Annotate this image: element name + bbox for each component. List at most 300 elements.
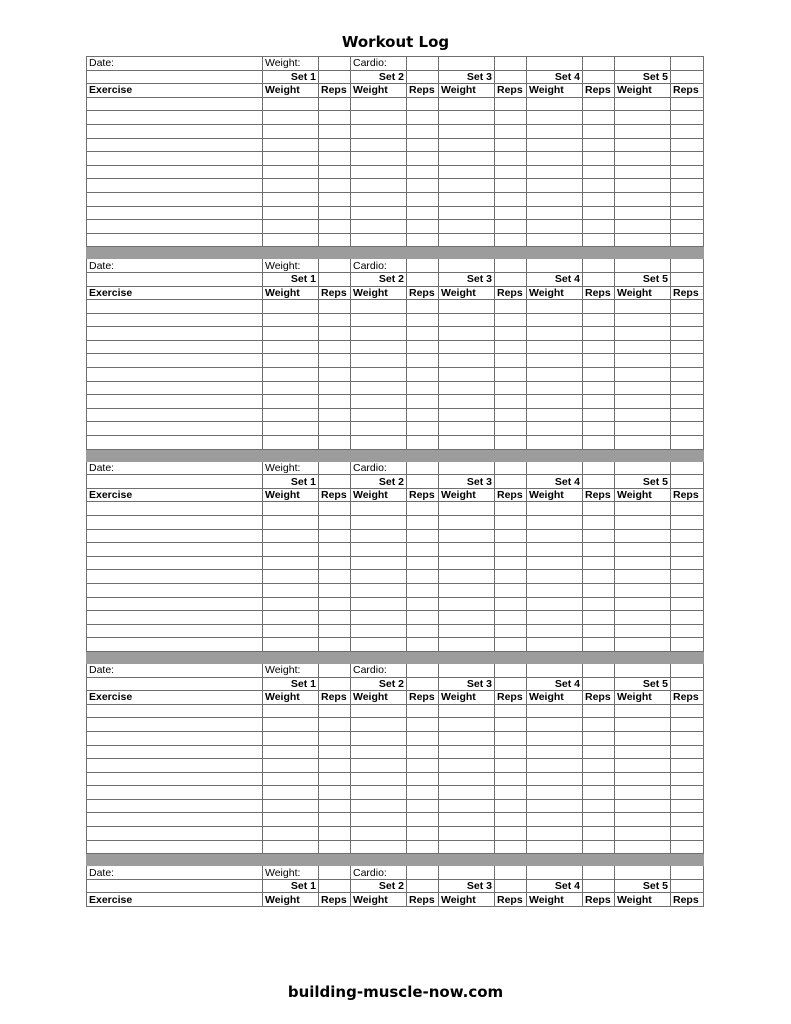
exercise-cell[interactable] [87,300,263,314]
exercise-cell[interactable] [87,354,263,368]
weight-cell[interactable] [263,827,319,841]
reps-cell[interactable] [671,799,704,813]
reps-cell[interactable] [319,97,351,111]
reps-cell[interactable] [319,840,351,854]
exercise-cell[interactable] [87,611,263,625]
reps-cell[interactable] [407,827,439,841]
reps-cell[interactable] [583,556,615,570]
reps-cell[interactable] [319,313,351,327]
weight-cell[interactable] [615,718,671,732]
reps-cell[interactable] [671,206,704,220]
exercise-cell[interactable] [87,556,263,570]
weight-cell[interactable] [439,97,495,111]
reps-cell[interactable] [583,124,615,138]
weight-cell[interactable] [351,745,407,759]
reps-cell[interactable] [319,583,351,597]
reps-cell[interactable] [319,111,351,125]
exercise-cell[interactable] [87,840,263,854]
reps-cell[interactable] [495,220,527,234]
weight-cell[interactable] [351,624,407,638]
weight-cell[interactable] [263,206,319,220]
weight-cell[interactable] [527,422,583,436]
weight-cell[interactable] [439,745,495,759]
weight-cell[interactable] [527,638,583,652]
weight-cell[interactable] [351,408,407,422]
reps-cell[interactable] [583,624,615,638]
reps-cell[interactable] [671,556,704,570]
reps-cell[interactable] [671,516,704,530]
reps-cell[interactable] [671,583,704,597]
reps-cell[interactable] [495,300,527,314]
exercise-cell[interactable] [87,327,263,341]
reps-cell[interactable] [583,718,615,732]
weight-cell[interactable] [615,583,671,597]
reps-cell[interactable] [407,772,439,786]
exercise-cell[interactable] [87,206,263,220]
reps-cell[interactable] [671,165,704,179]
weight-cell[interactable] [439,570,495,584]
reps-cell[interactable] [407,502,439,516]
weight-cell[interactable] [615,192,671,206]
weight-cell[interactable] [615,799,671,813]
reps-cell[interactable] [671,97,704,111]
reps-cell[interactable] [407,638,439,652]
reps-cell[interactable] [583,422,615,436]
weight-cell[interactable] [527,327,583,341]
weight-cell[interactable] [351,597,407,611]
reps-cell[interactable] [671,731,704,745]
reps-cell[interactable] [495,813,527,827]
weight-cell[interactable] [439,381,495,395]
weight-cell[interactable] [527,731,583,745]
weight-cell[interactable] [439,340,495,354]
weight-cell[interactable] [615,111,671,125]
reps-cell[interactable] [671,840,704,854]
weight-cell[interactable] [439,611,495,625]
weight-cell[interactable] [527,516,583,530]
reps-cell[interactable] [495,138,527,152]
weight-cell[interactable] [439,583,495,597]
reps-cell[interactable] [495,395,527,409]
exercise-cell[interactable] [87,97,263,111]
reps-cell[interactable] [319,381,351,395]
reps-cell[interactable] [671,124,704,138]
weight-cell[interactable] [527,300,583,314]
date-label[interactable]: Date: [87,866,263,880]
cardio-label[interactable]: Cardio: [351,259,407,273]
reps-cell[interactable] [319,354,351,368]
reps-cell[interactable] [583,220,615,234]
weight-cell[interactable] [439,718,495,732]
weight-cell[interactable] [615,556,671,570]
reps-cell[interactable] [583,192,615,206]
reps-cell[interactable] [407,611,439,625]
weight-cell[interactable] [439,233,495,247]
weight-cell[interactable] [351,179,407,193]
reps-cell[interactable] [495,381,527,395]
weight-cell[interactable] [263,422,319,436]
reps-cell[interactable] [319,152,351,166]
weight-cell[interactable] [263,111,319,125]
reps-cell[interactable] [583,165,615,179]
weight-value-cell[interactable] [319,259,351,273]
weight-cell[interactable] [351,759,407,773]
weight-cell[interactable] [351,327,407,341]
exercise-cell[interactable] [87,570,263,584]
reps-cell[interactable] [407,206,439,220]
exercise-cell[interactable] [87,597,263,611]
weight-value-cell[interactable] [319,461,351,475]
weight-cell[interactable] [351,840,407,854]
weight-cell[interactable] [263,731,319,745]
weight-cell[interactable] [263,813,319,827]
reps-cell[interactable] [319,597,351,611]
reps-cell[interactable] [671,624,704,638]
reps-cell[interactable] [671,313,704,327]
reps-cell[interactable] [583,179,615,193]
weight-cell[interactable] [351,395,407,409]
weight-cell[interactable] [615,381,671,395]
weight-cell[interactable] [527,368,583,382]
weight-cell[interactable] [263,313,319,327]
weight-cell[interactable] [615,638,671,652]
weight-cell[interactable] [615,165,671,179]
weight-cell[interactable] [527,179,583,193]
weight-cell[interactable] [615,179,671,193]
reps-cell[interactable] [319,436,351,450]
reps-cell[interactable] [495,165,527,179]
weight-cell[interactable] [439,152,495,166]
weight-cell[interactable] [527,436,583,450]
reps-cell[interactable] [407,395,439,409]
weight-cell[interactable] [439,436,495,450]
weight-cell[interactable] [439,354,495,368]
weight-cell[interactable] [527,233,583,247]
weight-cell[interactable] [351,138,407,152]
reps-cell[interactable] [671,570,704,584]
weight-cell[interactable] [615,786,671,800]
exercise-cell[interactable] [87,543,263,557]
weight-cell[interactable] [439,502,495,516]
reps-cell[interactable] [319,786,351,800]
reps-cell[interactable] [495,597,527,611]
exercise-cell[interactable] [87,516,263,530]
reps-cell[interactable] [407,300,439,314]
weight-cell[interactable] [439,597,495,611]
weight-cell[interactable] [527,206,583,220]
weight-cell[interactable] [615,611,671,625]
weight-cell[interactable] [351,165,407,179]
reps-cell[interactable] [319,179,351,193]
reps-cell[interactable] [407,731,439,745]
exercise-cell[interactable] [87,192,263,206]
weight-cell[interactable] [439,813,495,827]
weight-cell[interactable] [615,731,671,745]
weight-cell[interactable] [351,799,407,813]
reps-cell[interactable] [495,179,527,193]
reps-cell[interactable] [319,813,351,827]
reps-cell[interactable] [671,340,704,354]
weight-cell[interactable] [439,840,495,854]
reps-cell[interactable] [319,827,351,841]
reps-cell[interactable] [671,827,704,841]
weight-cell[interactable] [263,124,319,138]
reps-cell[interactable] [671,138,704,152]
weight-cell[interactable] [615,516,671,530]
reps-cell[interactable] [583,638,615,652]
reps-cell[interactable] [495,543,527,557]
reps-cell[interactable] [407,124,439,138]
reps-cell[interactable] [583,327,615,341]
weight-cell[interactable] [351,381,407,395]
date-label[interactable]: Date: [87,663,263,677]
weight-cell[interactable] [527,556,583,570]
cardio-label[interactable]: Cardio: [351,663,407,677]
reps-cell[interactable] [495,556,527,570]
weight-cell[interactable] [527,165,583,179]
cardio-label[interactable]: Cardio: [351,461,407,475]
weight-cell[interactable] [439,220,495,234]
weight-cell[interactable] [439,543,495,557]
reps-cell[interactable] [583,772,615,786]
exercise-cell[interactable] [87,138,263,152]
reps-cell[interactable] [583,529,615,543]
weight-cell[interactable] [527,570,583,584]
reps-cell[interactable] [583,436,615,450]
weight-cell[interactable] [615,840,671,854]
weight-cell[interactable] [263,840,319,854]
reps-cell[interactable] [583,313,615,327]
exercise-cell[interactable] [87,745,263,759]
reps-cell[interactable] [495,233,527,247]
weight-cell[interactable] [263,759,319,773]
weight-cell[interactable] [439,165,495,179]
reps-cell[interactable] [407,529,439,543]
weight-cell[interactable] [615,220,671,234]
reps-cell[interactable] [319,556,351,570]
weight-cell[interactable] [439,179,495,193]
weight-cell[interactable] [615,570,671,584]
weight-cell[interactable] [615,138,671,152]
reps-cell[interactable] [495,422,527,436]
weight-cell[interactable] [263,436,319,450]
weight-cell[interactable] [439,111,495,125]
reps-cell[interactable] [319,704,351,718]
weight-label[interactable]: Weight: [263,57,319,71]
weight-cell[interactable] [351,516,407,530]
reps-cell[interactable] [407,556,439,570]
weight-cell[interactable] [527,111,583,125]
reps-cell[interactable] [319,124,351,138]
weight-cell[interactable] [615,313,671,327]
weight-cell[interactable] [351,97,407,111]
date-label[interactable]: Date: [87,461,263,475]
exercise-cell[interactable] [87,731,263,745]
reps-cell[interactable] [495,502,527,516]
weight-cell[interactable] [615,206,671,220]
weight-value-cell[interactable] [319,663,351,677]
weight-cell[interactable] [263,704,319,718]
reps-cell[interactable] [407,543,439,557]
reps-cell[interactable] [671,813,704,827]
weight-cell[interactable] [263,97,319,111]
exercise-cell[interactable] [87,718,263,732]
weight-cell[interactable] [527,718,583,732]
exercise-cell[interactable] [87,813,263,827]
reps-cell[interactable] [319,570,351,584]
reps-cell[interactable] [671,422,704,436]
weight-cell[interactable] [263,192,319,206]
reps-cell[interactable] [671,502,704,516]
reps-cell[interactable] [495,313,527,327]
weight-cell[interactable] [527,583,583,597]
reps-cell[interactable] [495,124,527,138]
reps-cell[interactable] [671,368,704,382]
weight-cell[interactable] [615,354,671,368]
exercise-cell[interactable] [87,786,263,800]
reps-cell[interactable] [583,300,615,314]
reps-cell[interactable] [583,97,615,111]
reps-cell[interactable] [583,354,615,368]
weight-cell[interactable] [527,502,583,516]
reps-cell[interactable] [407,422,439,436]
weight-cell[interactable] [263,354,319,368]
weight-cell[interactable] [527,611,583,625]
weight-cell[interactable] [527,381,583,395]
reps-cell[interactable] [671,745,704,759]
weight-cell[interactable] [263,799,319,813]
weight-cell[interactable] [263,745,319,759]
exercise-cell[interactable] [87,111,263,125]
reps-cell[interactable] [319,327,351,341]
weight-cell[interactable] [615,704,671,718]
weight-cell[interactable] [263,624,319,638]
weight-cell[interactable] [615,597,671,611]
weight-cell[interactable] [351,422,407,436]
reps-cell[interactable] [407,381,439,395]
weight-cell[interactable] [439,422,495,436]
reps-cell[interactable] [495,786,527,800]
reps-cell[interactable] [319,731,351,745]
reps-cell[interactable] [407,570,439,584]
reps-cell[interactable] [671,179,704,193]
weight-cell[interactable] [527,543,583,557]
reps-cell[interactable] [671,220,704,234]
weight-cell[interactable] [527,340,583,354]
reps-cell[interactable] [319,233,351,247]
reps-cell[interactable] [319,718,351,732]
exercise-cell[interactable] [87,233,263,247]
reps-cell[interactable] [319,624,351,638]
reps-cell[interactable] [583,340,615,354]
weight-cell[interactable] [439,313,495,327]
reps-cell[interactable] [671,192,704,206]
weight-cell[interactable] [351,152,407,166]
weight-cell[interactable] [615,395,671,409]
weight-cell[interactable] [263,718,319,732]
reps-cell[interactable] [319,192,351,206]
weight-cell[interactable] [527,395,583,409]
weight-cell[interactable] [351,813,407,827]
reps-cell[interactable] [495,759,527,773]
weight-cell[interactable] [351,786,407,800]
reps-cell[interactable] [495,327,527,341]
weight-cell[interactable] [527,97,583,111]
weight-cell[interactable] [351,583,407,597]
reps-cell[interactable] [495,772,527,786]
weight-cell[interactable] [263,529,319,543]
exercise-cell[interactable] [87,704,263,718]
reps-cell[interactable] [407,165,439,179]
weight-cell[interactable] [527,529,583,543]
reps-cell[interactable] [407,327,439,341]
weight-cell[interactable] [615,124,671,138]
reps-cell[interactable] [583,611,615,625]
reps-cell[interactable] [495,624,527,638]
weight-cell[interactable] [527,124,583,138]
weight-cell[interactable] [263,340,319,354]
reps-cell[interactable] [583,368,615,382]
weight-cell[interactable] [351,340,407,354]
weight-cell[interactable] [439,529,495,543]
exercise-cell[interactable] [87,772,263,786]
reps-cell[interactable] [407,233,439,247]
reps-cell[interactable] [583,704,615,718]
weight-label[interactable]: Weight: [263,461,319,475]
weight-cell[interactable] [615,813,671,827]
reps-cell[interactable] [407,799,439,813]
reps-cell[interactable] [407,759,439,773]
reps-cell[interactable] [671,759,704,773]
reps-cell[interactable] [319,138,351,152]
weight-label[interactable]: Weight: [263,866,319,880]
reps-cell[interactable] [671,152,704,166]
reps-cell[interactable] [407,408,439,422]
weight-cell[interactable] [527,597,583,611]
weight-cell[interactable] [527,704,583,718]
weight-cell[interactable] [527,827,583,841]
weight-cell[interactable] [439,368,495,382]
weight-cell[interactable] [263,772,319,786]
reps-cell[interactable] [495,354,527,368]
weight-cell[interactable] [439,516,495,530]
reps-cell[interactable] [407,97,439,111]
reps-cell[interactable] [671,718,704,732]
reps-cell[interactable] [407,138,439,152]
reps-cell[interactable] [319,408,351,422]
reps-cell[interactable] [495,731,527,745]
reps-cell[interactable] [583,502,615,516]
reps-cell[interactable] [583,233,615,247]
weight-cell[interactable] [615,745,671,759]
reps-cell[interactable] [495,827,527,841]
reps-cell[interactable] [671,381,704,395]
weight-cell[interactable] [615,300,671,314]
exercise-cell[interactable] [87,529,263,543]
weight-cell[interactable] [439,408,495,422]
weight-cell[interactable] [351,220,407,234]
weight-cell[interactable] [527,152,583,166]
exercise-cell[interactable] [87,124,263,138]
exercise-cell[interactable] [87,583,263,597]
reps-cell[interactable] [495,840,527,854]
reps-cell[interactable] [319,516,351,530]
reps-cell[interactable] [495,368,527,382]
weight-cell[interactable] [527,354,583,368]
reps-cell[interactable] [319,206,351,220]
weight-cell[interactable] [263,408,319,422]
weight-cell[interactable] [439,731,495,745]
